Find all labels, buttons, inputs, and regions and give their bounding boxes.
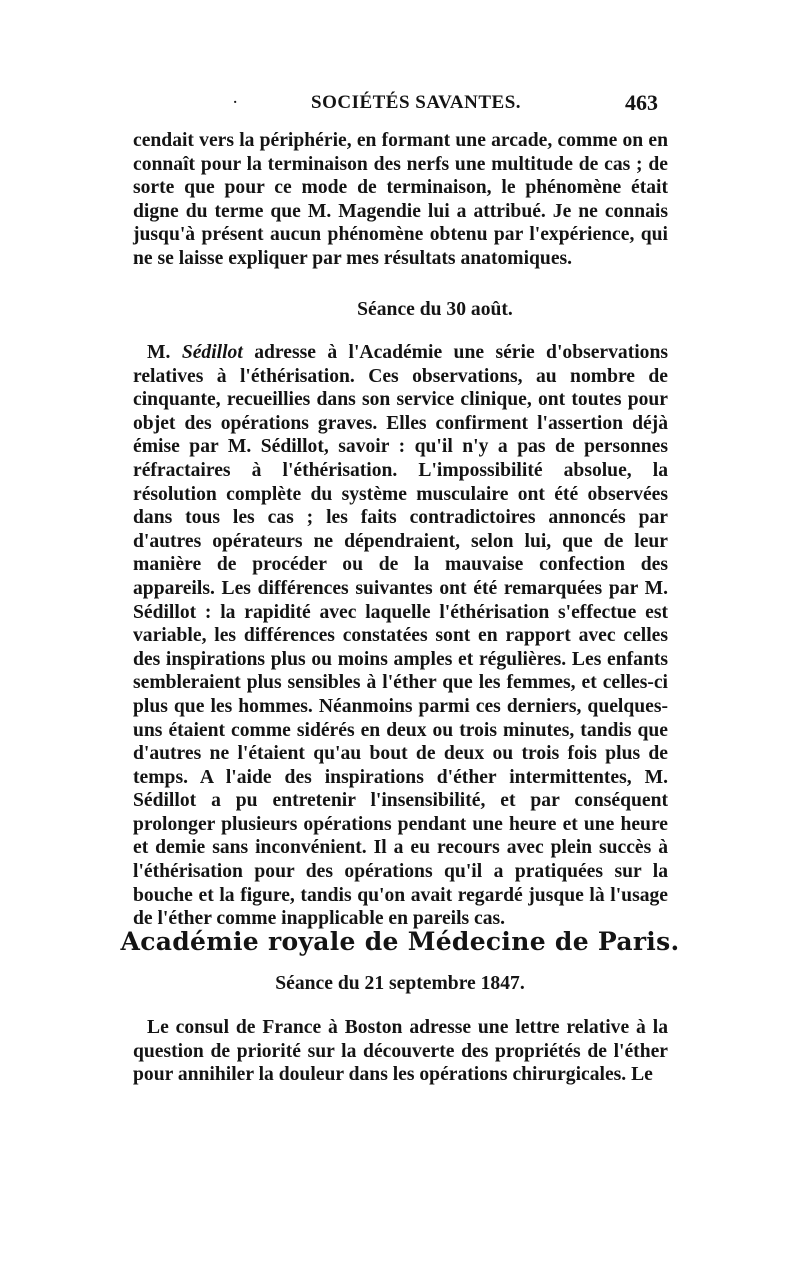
running-title: SOCIÉTÉS SAVANTES.: [311, 92, 522, 113]
para2-body: adresse à l'Académie une série d'observations relatives à l'éthérisation. Ces observations, au nombre de cinquante, recueillies dans son service clinique, ont toutes pour objet des opérations graves. Elles confirment l'assertion déjà émise par M. Sédillot, savoir : qu'il n'y a pas de personnes réfractaires à l'éthérisation. L'impossibilité absolue, la résolution complète du système musculaire ont été observées dans tous les cas ; les faits contradictoires annoncés par d'autres opérateurs ne dépendraient, selon lui, que de leur manière de procéder ou de la mauvaise confection des appareils. Les différences suivantes ont été remarquées par M. Sédillot : la rapidité avec laquelle l'éthérisation s'effectue est variable, les différences constatées sont en rapport avec celles des inspirations plus ou moins amples et régulières. Les enfants sembleraient plus sensibles à l'éther que les femmes, et celles-ci plus que les hommes. Néanmoins parmi ces derniers, quelques-uns étaient comme sidérés en deux ou trois minutes, tandis que d'autres ne l'étaient qu'au bout de deux ou trois fois plus de temps. A l'aide des inspirations d'éther intermittentes, M. Sédillot a pu entretenir l'insensibilité, et par conséquent prolonger plusieurs opérations pendant une heure et une heure et demie sans inconvénient. Il a eu recours avec plein succès à l'éthérisation pour des opérations qu'il a pratiquées sur la bouche et la figure, tandis qu'on avait regardé jusque là l'usage de l'éther comme inapplicable en pareils cas.: [133, 342, 668, 930]
session-heading-21-septembre: Séance du 21 septembre 1847.: [275, 973, 525, 994]
paragraph-text: Le consul de France à Boston adresse une lettre relative à la question de priorité sur la découverte des propriétés de l'éther pour annihiler la douleur dans les opérations chirurgicales. Le: [133, 1017, 668, 1086]
para2-prefix: M.: [147, 342, 182, 363]
paragraph-consul: [133, 1016, 668, 1087]
author-name: Sédillot: [181, 342, 243, 363]
section-heading-academie: [0, 927, 800, 956]
paragraph-text: [133, 341, 668, 931]
section-heading-text: Académie royale de Médecine de Paris.: [120, 927, 680, 956]
running-head: [0, 92, 800, 122]
paragraph-text: cendait vers la périphérie, en formant une arcade, comme on en connaît pour la terminaison des nerfs une multitude de cas ; de sorte que pour ce mode de terminaison, le phénomène était digne du terme que M. Magendie lui a attribué. Je ne connais jusqu'à présent aucun phénomène obtenu par l'expérience, qui ne se laisse expliquer par mes résultats anatomiques.: [133, 130, 668, 269]
paragraph-sedillot: [133, 341, 668, 931]
paragraph-continuation: [133, 129, 668, 271]
session-heading-30-aout: Séance du 30 août.: [357, 299, 513, 320]
page-number: 463: [625, 90, 658, 115]
header-dot: ·: [232, 92, 239, 113]
